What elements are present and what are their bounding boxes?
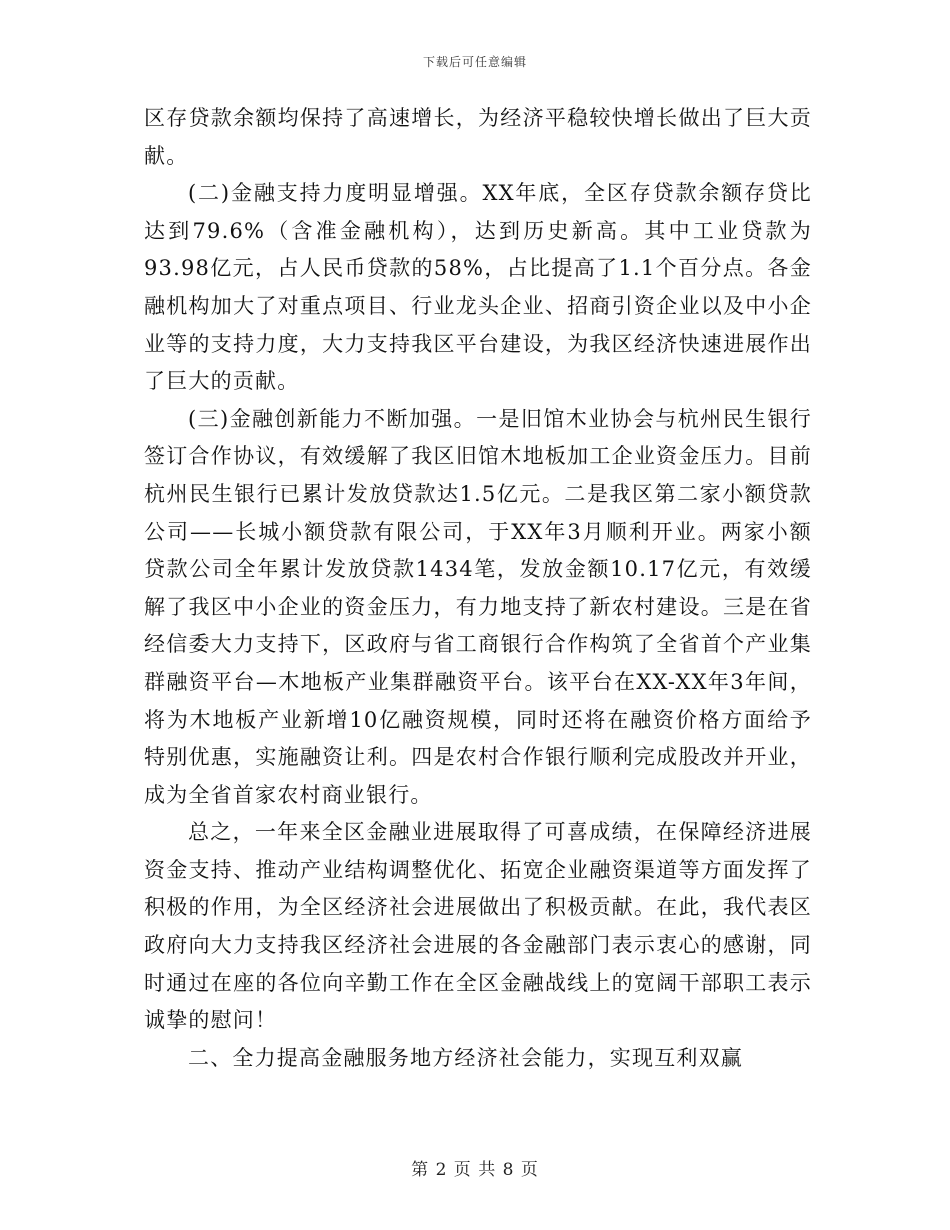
document-body xyxy=(144,100,812,1077)
page-number: 第 2 页 共 8 页 xyxy=(411,1160,539,1180)
paragraph-financial-innovation: (三)金融创新能力不断加强。一是旧馆木业协会与杭州民生银行签订合作协议，有效缓解了我区旧馆木地板加工企业资金压力。目前杭州民生银行已累计发放贷款达1.5亿元。二是我区第二家小额贷款公司——长城小额贷款有限公司，于XX年3月顺利开业。两家小额贷款公司全年累计发放贷款1434笔，发放金额10.17亿元，有效缓解了我区中小企业的资金压力，有力地支持了新农村建设。三是在省经信委大力支持下，区政府与省工商银行合作构筑了全省首个产业集群融资平台—木地板产业集群融资平台。该平台在XX-XX年3年间，将为木地板产业新增10亿融资规模，同时还将在融资价格方面给予特别优惠，实施融资让利。四是农村合作银行顺利完成股改并开业，成为全省首家农村商业银行。 xyxy=(144,406,812,807)
paragraph-summary: 总之，一年来全区金融业进展取得了可喜成绩，在保障经济进展资金支持、推动产业结构调整优化、拓宽企业融资渠道等方面发挥了积极的作用，为全区经济社会进展做出了积极贡献。在此，我代表区政府向大力支持我区经济社会进展的各金融部门表示衷心的感谢，同时通过在座的各位向辛勤工作在全区金融战线上的宽阔干部职工表示诚挚的慰问！ xyxy=(144,820,812,1033)
page-header-note: 下载后可任意编辑 xyxy=(422,55,527,69)
paragraph-financial-support: (二)金融支持力度明显增强。XX年底，全区存贷款余额存贷比达到79.6%（含准金融机构），达到历史新高。其中工业贷款为93.98亿元，占人民币贷款的58%，占比提高了1.1个百分点。各金融机构加大了对重点项目、行业龙头企业、招商引资企业以及中小企业等的支持力度，大力支持我区平台建设，为我区经济快速进展作出了巨大的贡献。 xyxy=(144,181,812,394)
section-heading-two: 二、全力提高金融服务地方经济社会能力，实现互利双赢 xyxy=(188,1045,743,1070)
paragraph-continuation: 区存贷款余额均保持了高速增长，为经济平稳较快增长做出了巨大贡献。 xyxy=(144,106,812,168)
